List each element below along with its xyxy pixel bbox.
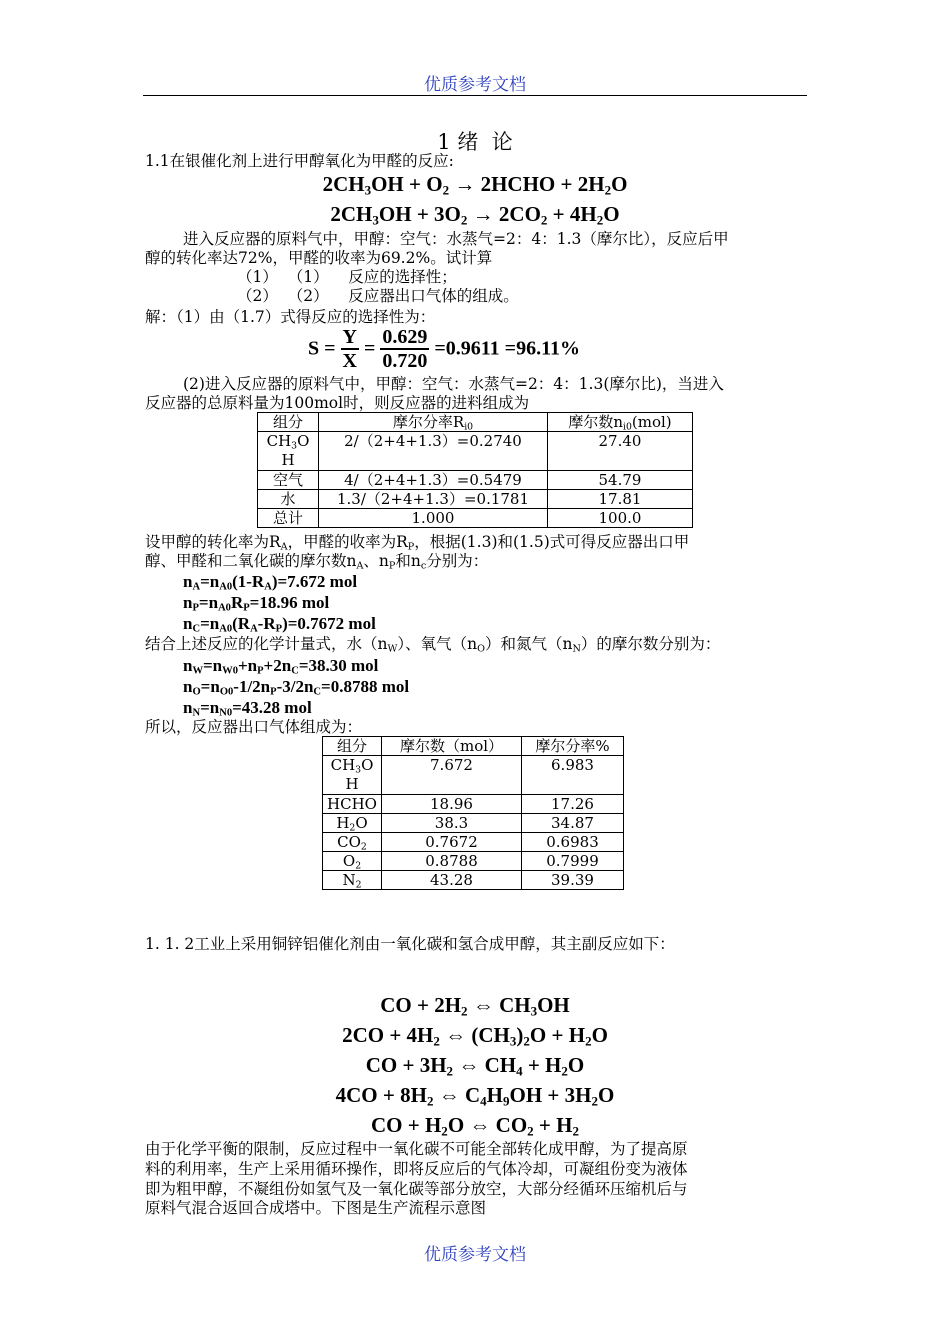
table-cell: 1.3/（2+4+1.3）=0.1781 [319,490,548,509]
table-cell: 水 [258,490,319,509]
section-1-1-2: 1. 1. 2工业上采用铜锌铝催化剂由一氧化碳和氢合成甲醇，其主副反应如下： [145,935,675,953]
fraction-values: $\frac{0.629}{0.720}$ [382,326,428,372]
process-text-line4: 原料气混合返回合成塔中。下图是生产流程示意图 [145,1199,487,1217]
equation-2: $2CH_3OH + 3O_2 \to 2CO_2 + 4H_2O$ [330,202,620,228]
table-cell: 7.672 [382,756,522,795]
equation-5: CO + $3H_2$ ⇔ $CH_4 + H_2O$ [365,1053,585,1079]
table-cell: 43.28 [382,871,522,890]
calc-formaldehyde: $n_P=n_{A0}R_P=18.96$ mol [183,593,330,614]
calc-oxygen: $n_O=n_{O0}-1/2n_P-3/2n_C=0.8788$ mol [183,677,410,698]
table-row [323,871,624,890]
table-cell: 38.3 [382,814,522,833]
conversion-text-line1: 设甲醇的转化率为$R_A$，甲醛的收率为$R_P$，根据(1.3)和(1.5)式可得反应器出口甲 [145,533,690,553]
table-cell: 39.39 [522,871,624,890]
table-cell: $N_2$ [323,871,382,890]
table-cell: 0.7672 [382,833,522,852]
table-row [323,795,624,814]
table-cell: $O_2$ [323,852,382,871]
equation-4: $2CO + 4H_2$ ⇔ $(CH_3)_2O + H_2O$ [342,1023,608,1049]
equation-6: $4CO + 8H_2$ ⇔ $C_4H_9OH + 3H_2O$ [335,1083,615,1109]
calc-water: $n_W=n_{W0}+n_P+2n_C=38.30$ mol [183,656,379,677]
table-cell: $H_2O$ [323,814,382,833]
equation-1: $2CH_3OH + O_2$ → 2HCHO + $2H_2O$ [322,172,628,198]
problem-text-line1: 进入反应器的原料气中，甲醇：空气：水蒸气=2：4：1.3（摩尔比），反应后甲 [183,230,729,248]
solution-part2-line2: 反应器的总原料量为100mol时，则反应器的进料组成为 [145,394,530,412]
table-header-cell: 组分 [323,737,382,756]
table-row [258,432,693,471]
equation-3: CO + $2H_2$ ⇔ $CH_3OH$ [380,993,570,1019]
table-header-cell: 组分 [258,413,319,432]
table-header-row [323,737,624,756]
problem-intro: 1.1在银催化剂上进行甲醇氧化为甲醛的反应: [145,152,454,170]
table-cell: 34.87 [522,814,624,833]
table-row [323,833,624,852]
table-cell: 27.40 [548,432,693,471]
problem-text-line2: 醇的转化率达72%，甲醛的收率为69.2%。试计算 [145,249,493,267]
calc-methanol: $n_A=n_{A0}(1-R_A)=7.672$ mol [183,572,358,593]
solution-part1: 解：（1）由（1.7）式得反应的选择性为： [145,308,436,326]
table-cell: 18.96 [382,795,522,814]
table-row [258,509,693,528]
page-footer: 优质参考文档 [424,1245,526,1265]
table-cell: 2/（2+4+1.3）=0.2740 [319,432,548,471]
feed-composition-table [257,412,693,528]
outlet-intro: 所以，反应器出口气体组成为： [145,718,363,736]
table-cell: 54.79 [548,471,693,490]
table-header-cell: 摩尔数$n_{i0}(mol)$ [548,413,693,432]
table-cell: 空气 [258,471,319,490]
table-cell: 1.000 [319,509,548,528]
process-text-line3: 即为粗甲醇，不凝组份如氢气及一氧化碳等部分放空，大部分经循环压缩机后与 [145,1180,688,1198]
table-row [258,490,693,509]
table-header-row [258,413,693,432]
process-text-line2: 料的利用率，生产上采用循环操作，即将反应后的气体冷却，可凝组份变为液体 [145,1160,688,1178]
calc-co2: $n_C=n_{A0}(R_A-R_P)=0.7672$ mol [183,614,376,635]
page-header: 优质参考文档 [424,75,526,95]
table-row [323,814,624,833]
table-cell: $CH_3O$ H [323,756,382,795]
table-cell: 0.8788 [382,852,522,871]
table-cell: 17.26 [522,795,624,814]
table-header-cell: 摩尔分率$R_{i0}$ [319,413,548,432]
header-rule [143,95,807,96]
table-cell: 0.6983 [522,833,624,852]
table-cell: 4/（2+4+1.3）=0.5479 [319,471,548,490]
calc-nitrogen: $n_N=n_{N0}=43.28$ mol [183,698,312,719]
table-cell: 6.983 [522,756,624,795]
solution-part2-line1: (2)进入反应器的原料气中，甲醇：空气：水蒸气=2：4：1.3(摩尔比)，当进入 [183,375,724,393]
table-row [323,756,624,795]
table-row [258,471,693,490]
selectivity-equation: S = $\frac{Y}{X}$ = $\frac{0.629}{0.720}$ =0.9611 =96.11% [308,326,580,372]
question-2: （2） （2） 反应器出口气体的组成。 [237,287,519,305]
conversion-text-line2: 醇、甲醛和二氧化碳的摩尔数$n_A$、$n_P$和$n_c$分别为： [145,552,489,572]
fraction-y-x: $\frac{Y}{X}$ [342,326,357,372]
table-header-cell: 摩尔分率% [522,737,624,756]
table-row [323,852,624,871]
table-cell: HCHO [323,795,382,814]
table-cell: 总计 [258,509,319,528]
table-header-cell: 摩尔数（mol） [382,737,522,756]
outlet-composition-table [322,736,624,890]
chapter-title: 1 绪 论 [437,130,513,154]
question-1: （1） （1） 反应的选择性； [237,268,457,286]
table-cell: $CH_3O$ H [258,432,319,471]
table-cell: 17.81 [548,490,693,509]
process-text-line1: 由于化学平衡的限制，反应过程中一氧化碳不可能全部转化成甲醇，为了提高原 [145,1140,688,1158]
stoichiometry-text: 结合上述反应的化学计量式，水$(n_W)$、氧气$(n_O)$和氮气$(n_N)$的摩尔数分别为： [145,635,721,655]
table-cell: 0.7999 [522,852,624,871]
table-cell: $CO_2$ [323,833,382,852]
equation-7: CO + $H_2O$ ⇔ $CO_2 + H_2$ [370,1113,579,1139]
table-cell: 100.0 [548,509,693,528]
